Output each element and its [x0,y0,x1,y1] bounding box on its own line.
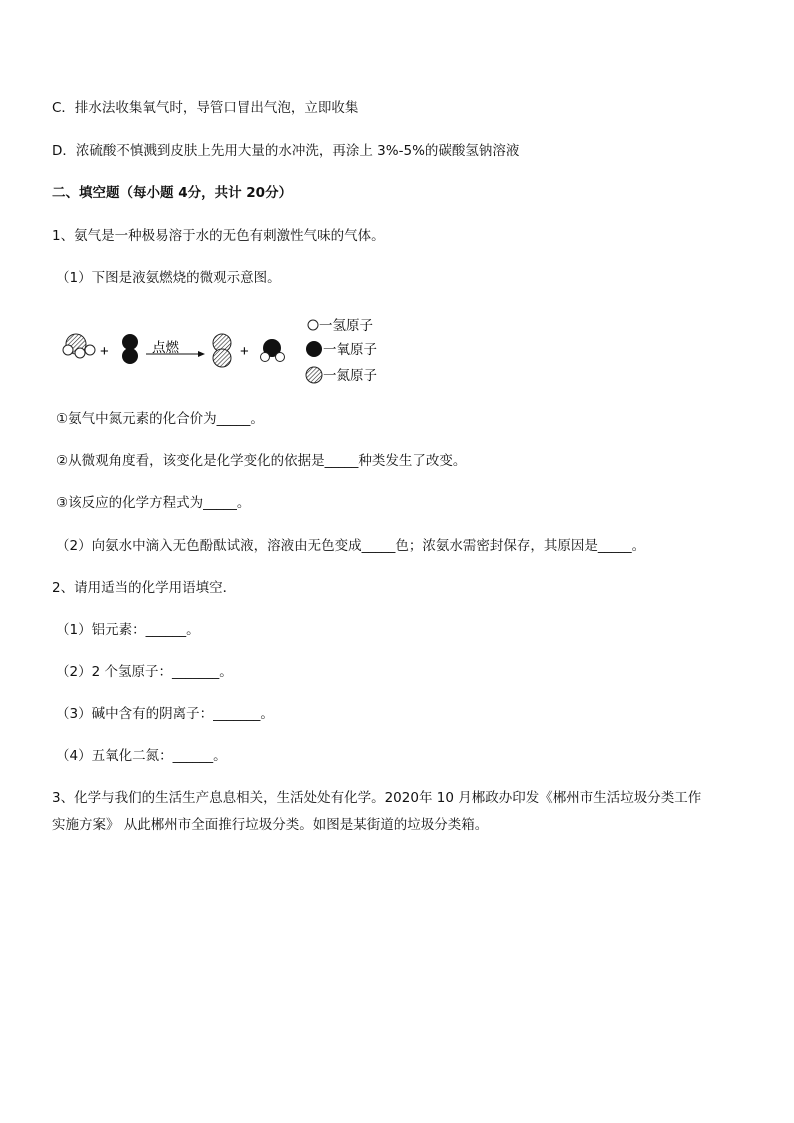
question-1-part-1: （1）下图是液氨燃烧的微观示意图。 [56,270,281,286]
question-3-line-1: 3、化学与我们的生活生产息息相关，生活处处有化学。2020年 10 月郴政办印发《郴州市生活垃圾分类工作 [52,790,702,806]
plus-sign-2: + [240,343,249,360]
option-d: D．浓硫酸不慎溅到皮肤上先用大量的水冲洗，再涂上 3%-5%的碳酸氢钠溶液 [52,143,520,159]
section-heading: 二、填空题（每小题 4分，共计 20分） [52,185,293,201]
legend-hydrogen [308,318,373,334]
arrow-head [198,351,205,357]
question-1-sub-2: ②从微观角度看，该变化是化学变化的依据是_____种类发生了改变。 [56,453,467,469]
question-2-part-2: （2）2 个氢原子：_______。 [56,664,233,680]
legend-hydrogen-label: 一氢原子 [319,318,373,334]
legend-oxygen [306,341,377,358]
question-2-part-1: （1）铝元素：______。 [56,622,200,638]
question-1-sub-3: ③该反应的化学方程式为_____。 [56,495,251,511]
reaction-svg [58,312,398,392]
question-3-line-2: 实施方案》 从此郴州市全面推行垃圾分类。如图是某街道的垃圾分类箱。 [52,817,489,833]
question-1-part-2: （2）向氨水中滴入无色酚酞试液，溶液由无色变成_____色；浓氨水需密封保存，其原因是_____。 [56,538,646,554]
water-molecule [261,339,285,362]
question-2-stem: 2、请用适当的化学用语填空． [52,580,237,596]
reaction-diagram [58,312,398,392]
ammonia-molecule [63,334,95,358]
legend-nitrogen [306,367,377,384]
nitrogen-molecule [213,334,231,367]
question-2-part-4: （4）五氧化二氮：______。 [56,748,227,764]
oxygen-molecule [122,334,138,364]
legend-oxygen-label: 一氧原子 [323,342,377,358]
option-c: C．排水法收集氧气时，导管口冒出气泡，立即收集 [52,100,359,116]
reaction-condition-label: 点燃 [152,340,179,356]
question-1-sub-1: ①氨气中氮元素的化合价为_____。 [56,411,264,427]
plus-sign-1: + [100,343,109,360]
question-2-part-3: （3）碱中含有的阴离子：_______。 [56,706,274,722]
legend-nitrogen-label: 一氮原子 [323,368,377,384]
question-1-stem: 1、氨气是一种极易溶于水的无色有刺激性气味的气体。 [52,228,385,244]
